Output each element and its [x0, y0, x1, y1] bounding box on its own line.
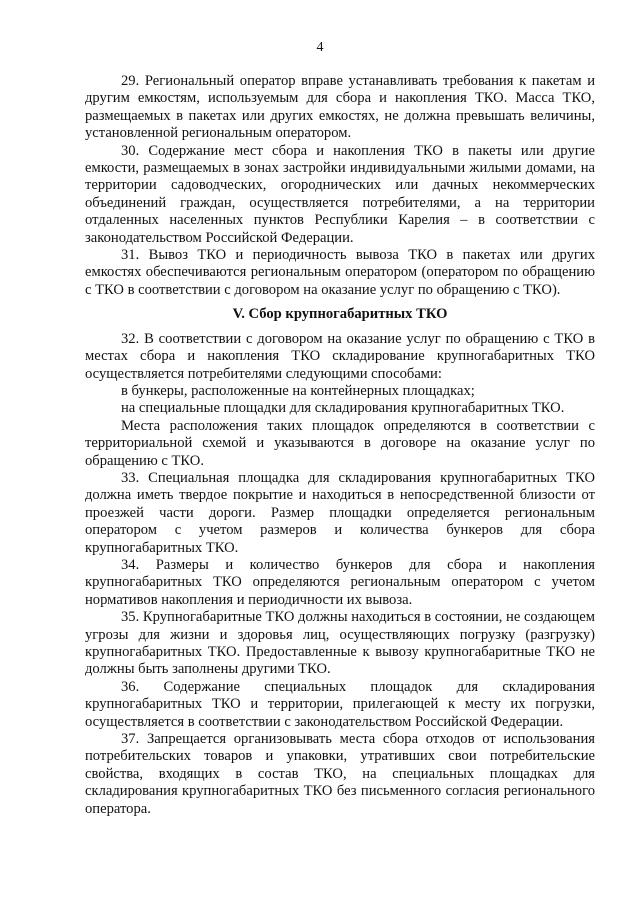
paragraph-32-item-bunkers: в бункеры, расположенные на контейнерных площадках; — [121, 382, 475, 399]
document-body — [85, 73, 595, 818]
paragraph-34: 34. Размеры и количество бункеров для сбора и накопления крупногабаритных ТКО определяются региональным оператором с учетом нормативов накопления и периодичности их вывоза. — [85, 556, 595, 608]
paragraph-35: 35. Крупногабаритные ТКО должны находиться в состоянии, не создающем угрозы для жизни и здоровья лиц, осуществляющих погрузку (разгрузку) крупногабаритных ТКО. Предоставленные к вывозу крупногабаритные ТКО не должны быть заполнены другими ТКО. — [85, 609, 595, 678]
paragraph-37: 37. Запрещается организовывать места сбора отходов от использования потребительских товаров и упаковки, утративших свои потребительские свойства, входящих в состав ТКО, на специальных площадках для складирования крупногабаритных ТКО без письменного согласия регионального оператора. — [85, 731, 595, 817]
paragraph-29: 29. Региональный оператор вправе устанавливать требования к пакетам и другим емкостям, используемым для сбора и накопления ТКО. Масса ТКО, размещаемых в пакетах или других емкостях, не должна превышать величины, установленной региональным оператором. — [85, 73, 595, 142]
paragraph-32-locations: Места расположения таких площадок определяются в соответствии с территориальной схемой и указываются в договоре на оказание услуг по обращению с ТКО. — [85, 417, 595, 469]
paragraph-31: 31. Вывоз ТКО и периодичность вывоза ТКО в пакетах или других емкостях обеспечиваются региональным оператором (оператором по обращению с ТКО в соответствии с договором на оказание услуг по обращению с ТКО). — [85, 247, 595, 298]
paragraph-32-item-sites: на специальные площадки для складирования крупногабаритных ТКО. — [121, 400, 565, 417]
paragraph-36: 36. Содержание специальных площадок для складирования крупногабаритных ТКО и территории, прилегающей к месту их погрузки, осуществляется в соответствии с законодательством Российской Федерации. — [85, 678, 595, 730]
paragraph-33: 33. Специальная площадка для складирования крупногабаритных ТКО должна иметь твердое покрытие и находиться в непосредственной близости от проезжей части дороги. Размер площадки определяется региональным оператором с учетом размеров и количества бункеров для сбора крупногабаритных ТКО. — [85, 469, 595, 556]
section-heading: V. Сбор крупногабаритных ТКО — [232, 306, 448, 323]
paragraph-30: 30. Содержание мест сбора и накопления ТКО в пакеты или другие емкости, размещаемых в зонах застройки индивидуальными жилыми домами, на территории садоводческих, огороднических или дачных некоммерческих объединений граждан, осуществляется потребителями, а на территории отдаленных населенных пунктов Республики Карелия – в соответствии с законодательством Российской Федерации. — [85, 142, 595, 246]
paragraph-32: 32. В соответствии с договором на оказание услуг по обращению с ТКО в местах сбора и накопления ТКО складирование крупногабаритных ТКО осуществляется потребителями следующими способами: — [85, 330, 595, 382]
page-number: 4 — [316, 40, 324, 55]
